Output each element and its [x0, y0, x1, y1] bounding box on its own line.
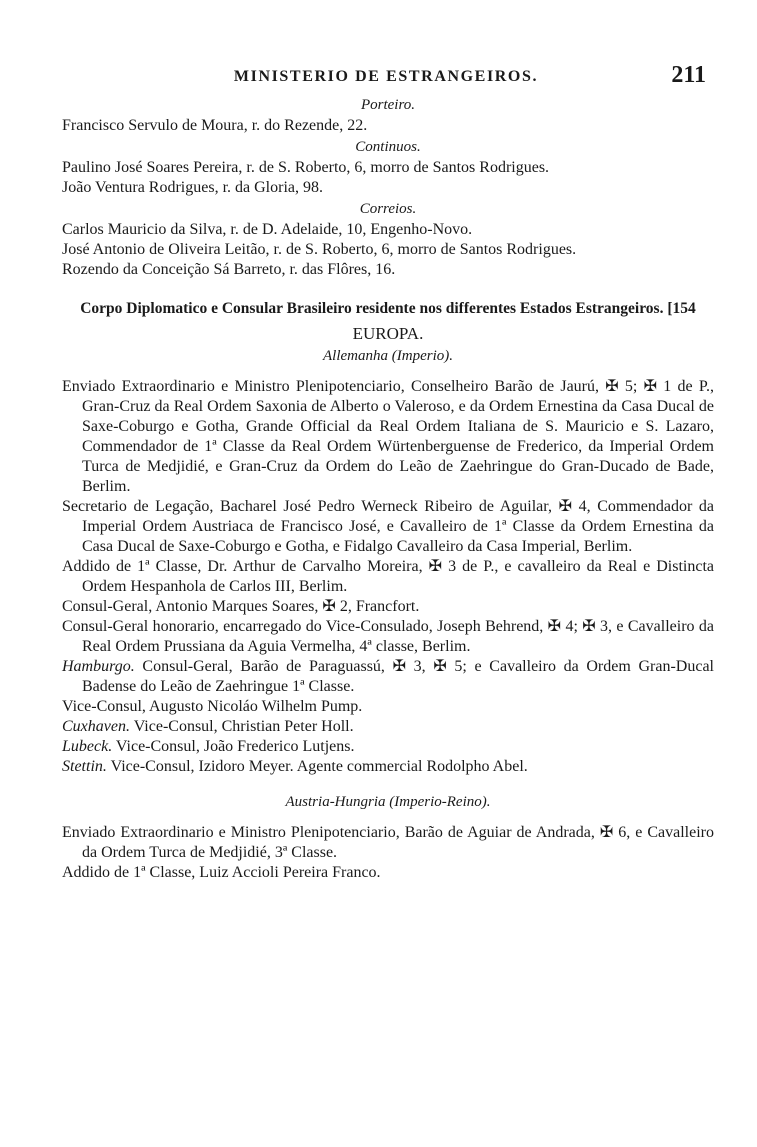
list-item — [62, 737, 714, 757]
page-title: MINISTERIO DE ESTRANGEIROS. — [233, 68, 539, 85]
entry-text: Vice-Consul, Christian Peter Holl. — [133, 718, 354, 735]
list-item: Paulino José Soares Pereira, r. de S. Roberto, 6, morro de Santos Rodrigues. — [62, 159, 550, 176]
list-item: Enviado Extraordinario e Ministro Plenipotenciario, Conselheiro Barão de Jaurú, ✠ 5; ✠ 1 de P., Gran-Cruz da Real Ordem Saxonia de Alberto o Valeroso, e da Ordem Ernestina da Casa Ducal de Saxe-Coburgo e Gotha, Grande Official da Real Ordem Italiana de S. Mauricio e S. Lazaro, Commendador de 1ª Classe da Real Ordem Würtenberguense de Frederico, da Imperial Ordem Turca de Medjidié, e Gran-Cruz da Ordem do Leão de Zaehringue do Gran-Ducado de Bade, Berlim. — [62, 378, 714, 495]
list-item: Addido de 1ª Classe, Luiz Accioli Pereira Franco. — [62, 864, 381, 881]
place-name: Cuxhaven. — [62, 718, 130, 735]
list-item: Rozendo da Conceição Sá Barreto, r. das Flôres, 16. — [62, 261, 396, 278]
list-item: Secretario de Legação, Bacharel José Pedro Werneck Ribeiro de Aguilar, ✠ 4, Commendador da Imperial Ordem Austriaca de Francisco José, e Cavalleiro de 1ª Classe da Ordem Ernestina da Casa Ducal de Saxe-Coburgo e Gotha, e Fidalgo Cavalleiro da Casa Imperial, Berlim. — [62, 498, 714, 555]
section-heading-continuos: Continuos. — [355, 139, 421, 155]
entry-text: Vice-Consul, Izidoro Meyer. Agente commercial Rodolpho Abel. — [110, 758, 528, 775]
list-item — [62, 717, 714, 737]
section-heading-austria: Austria-Hungria (Imperio-Reino). — [285, 794, 491, 810]
place-name: Stettin. — [62, 758, 107, 775]
entry-text: Vice-Consul, João Frederico Lutjens. — [115, 738, 355, 755]
list-item: Consul-Geral, Antonio Marques Soares, ✠ 2, Francfort. — [62, 598, 420, 615]
entry-text: Consul-Geral, Barão de Paraguassú, ✠ 3, ✠ 5; e Cavalleiro da Ordem Gran-Ducal Badense do Leão de Zaehringue 1ª Classe. — [82, 658, 714, 695]
list-item — [62, 657, 714, 697]
list-item: Francisco Servulo de Moura, r. do Rezende, 22. — [62, 117, 368, 134]
list-item: Enviado Extraordinario e Ministro Plenipotenciario, Barão de Aguiar de Andrada, ✠ 6, e Cavalleiro da Ordem Turca de Medjidié, 3ª Classe. — [62, 824, 714, 861]
page-content — [62, 94, 714, 883]
section-heading-corpo-diplomatico: Corpo Diplomatico e Consular Brasileiro residente nos differentes Estados Estrangeiros. [154 — [80, 300, 696, 317]
list-item: João Ventura Rodrigues, r. da Gloria, 98. — [62, 179, 323, 196]
list-item — [62, 757, 714, 777]
page-header — [66, 62, 706, 92]
region-heading: EUROPA. — [352, 324, 424, 343]
list-item: Addido de 1ª Classe, Dr. Arthur de Carvalho Moreira, ✠ 3 de P., e cavalleiro da Real e Distincta Ordem Hespanhola de Carlos III, Berlim. — [62, 558, 714, 595]
place-name: Lubeck. — [62, 738, 113, 755]
section-heading-porteiro: Porteiro. — [360, 97, 416, 113]
list-item: José Antonio de Oliveira Leitão, r. de S. Roberto, 6, morro de Santos Rodrigues. — [62, 241, 577, 258]
page-number: 211 — [671, 62, 706, 88]
list-item: Carlos Mauricio da Silva, r. de D. Adelaide, 10, Engenho-Novo. — [62, 221, 473, 238]
list-item — [62, 697, 714, 717]
section-heading-correios: Correios. — [359, 201, 417, 217]
list-item: Consul-Geral honorario, encarregado do Vice-Consulado, Joseph Behrend, ✠ 4; ✠ 3, e Cavalleiro da Real Ordem Prussiana da Aguia Vermelha, 4ª classe, Berlim. — [62, 618, 714, 655]
entry-text: Vice-Consul, Augusto Nicoláo Wilhelm Pump. — [62, 698, 363, 715]
section-heading-allemanha: Allemanha (Imperio). — [323, 348, 453, 364]
place-name: Hamburgo. — [62, 658, 135, 675]
